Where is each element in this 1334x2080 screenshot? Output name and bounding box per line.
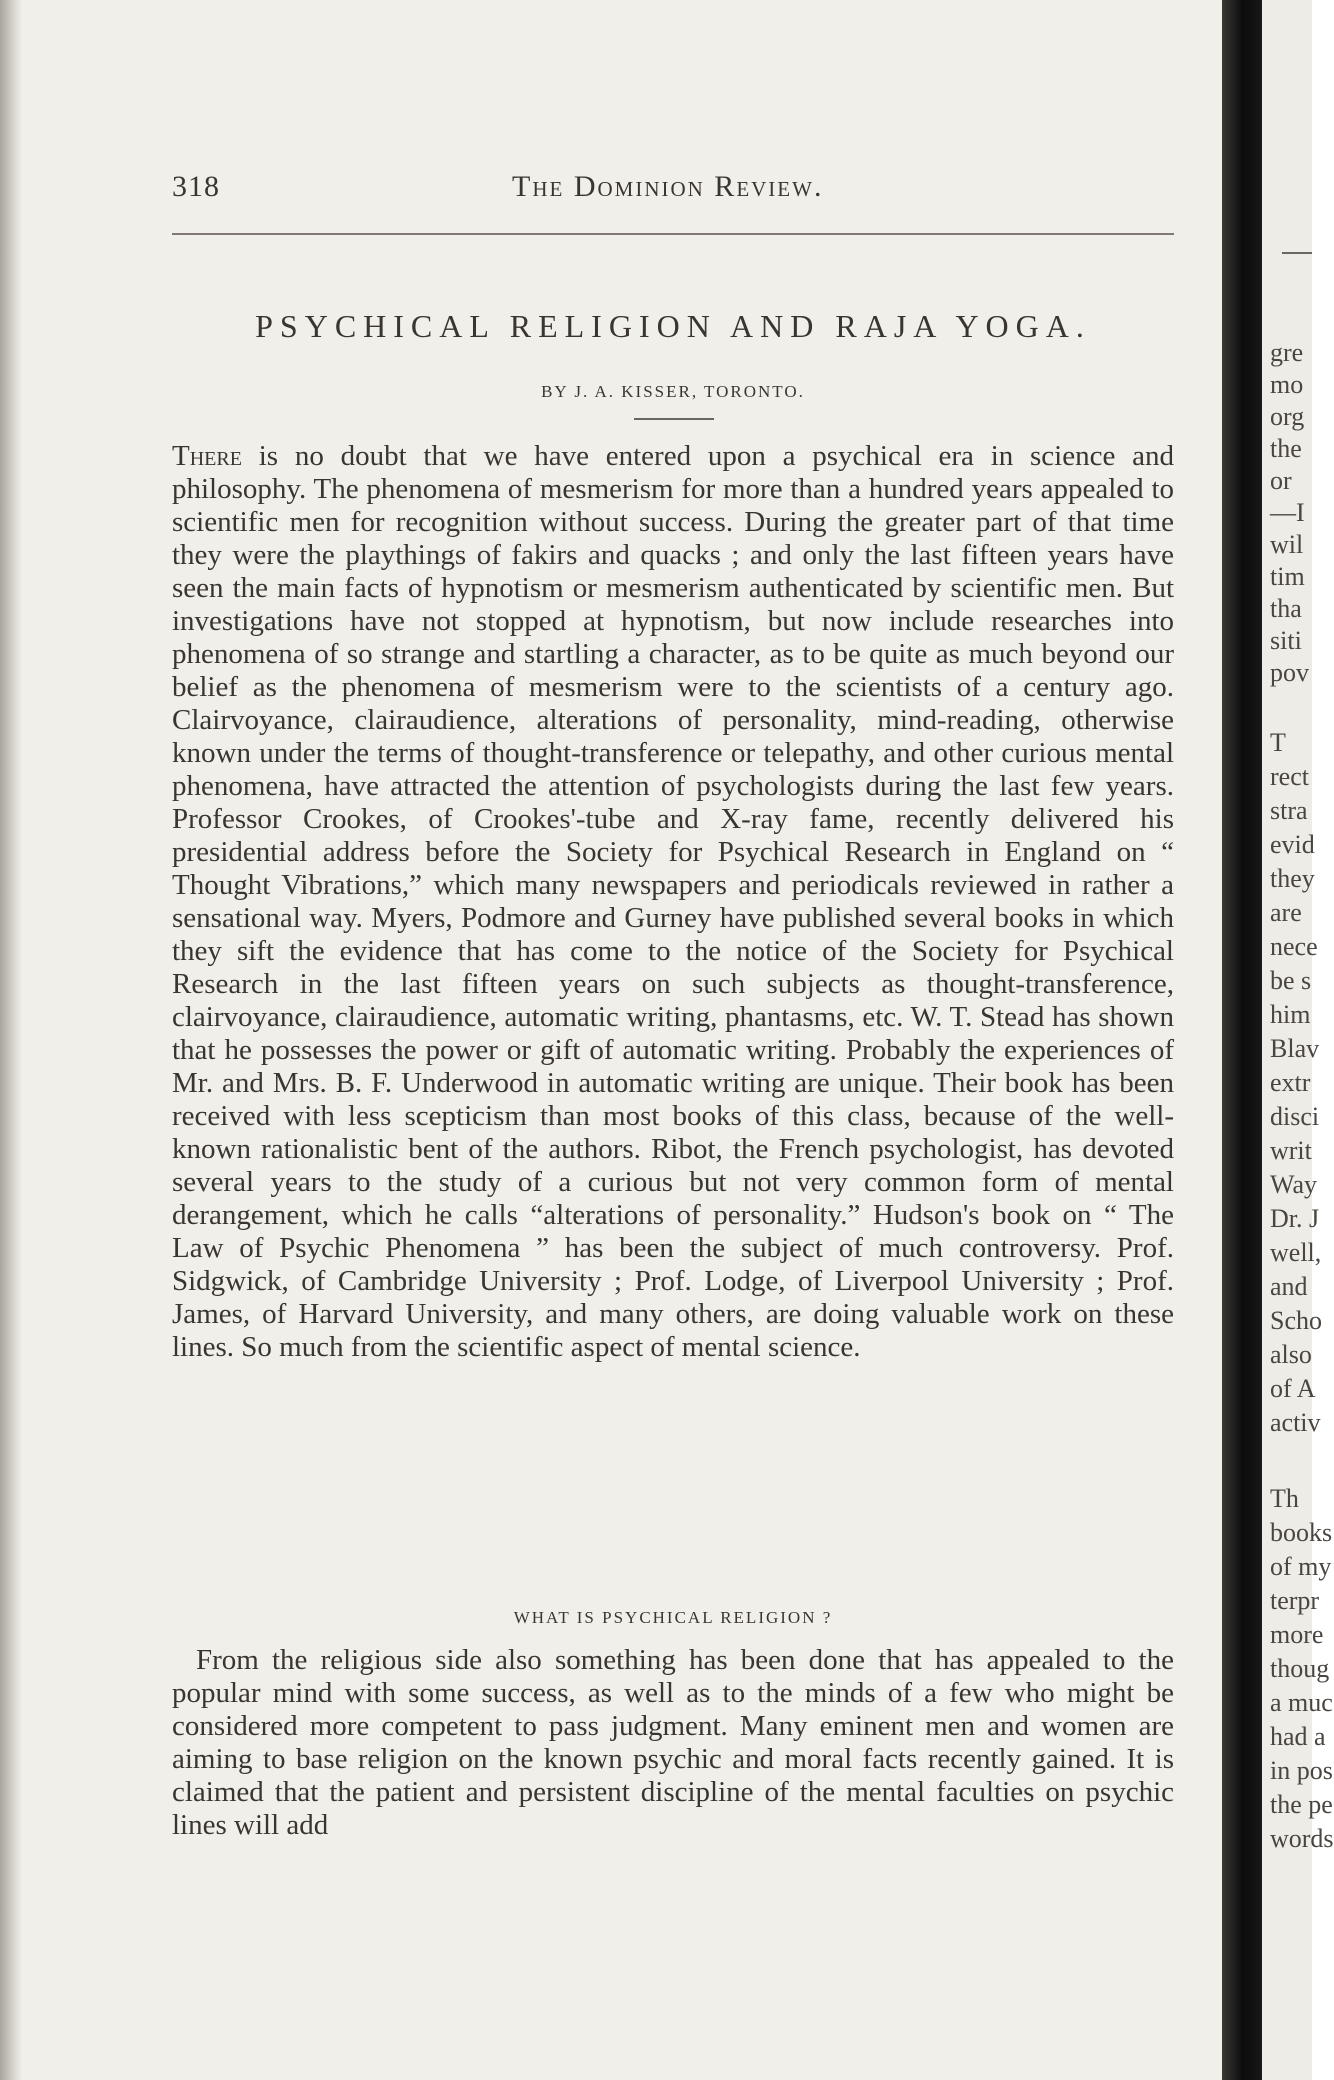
- facing-page-fragment: more: [1270, 1620, 1324, 1649]
- facing-page-edge: [1262, 0, 1334, 2080]
- paragraph-section: From the religious side also something has been done that has appealed to the popular mind with some success, as well as to the minds of a few who might be considered more competent to pass judgment. Many eminent men and women are aiming to base religion on the known psychic and moral facts recently gained. It is claimed that the patient and persistent discipline of the mental faculties on psychic lines will add: [172, 1644, 1174, 1841]
- facing-page-fragment: are: [1270, 898, 1302, 927]
- facing-page-fragment: mo: [1270, 370, 1304, 399]
- section-heading: WHAT IS PSYCHICAL RELIGION ?: [513, 1608, 833, 1627]
- facing-page-fragment: evid: [1270, 830, 1315, 859]
- facing-page-fragment: writ: [1270, 1136, 1312, 1165]
- facing-page-fragment: also: [1270, 1340, 1312, 1369]
- facing-page-fragment: stra: [1270, 796, 1308, 825]
- facing-page-fragment: words: [1270, 1824, 1334, 1853]
- facing-page-fragment: Scho: [1270, 1306, 1322, 1335]
- header-rule: [172, 233, 1174, 235]
- facing-page-fragment: of A: [1270, 1374, 1316, 1403]
- facing-page-fragment: rect: [1270, 762, 1309, 791]
- journal-title: The Dominion Review.: [512, 170, 824, 203]
- facing-page-fragment: the: [1270, 434, 1302, 463]
- facing-page-fragment: tha: [1270, 594, 1302, 623]
- facing-page-fragment: Dr. J: [1270, 1204, 1320, 1233]
- facing-page-fragment: him: [1270, 1000, 1311, 1029]
- facing-page-fragment: pov: [1270, 658, 1309, 687]
- page-edge-shadow: [0, 0, 22, 2080]
- facing-page-fragment: terpr: [1270, 1586, 1320, 1615]
- facing-page-fragment: extr: [1270, 1068, 1311, 1097]
- facing-page-fragment: in pos: [1270, 1756, 1333, 1785]
- facing-page-fragment: tim: [1270, 562, 1305, 591]
- article-byline: BY J. A. KISSER, TORONTO.: [541, 382, 805, 401]
- facing-page-fragment: of my: [1270, 1552, 1332, 1581]
- facing-page-fragment: well,: [1270, 1238, 1322, 1267]
- facing-page-fragment: disci: [1270, 1102, 1320, 1131]
- facing-page-fragment: they: [1270, 864, 1315, 893]
- article-body-section: [172, 1644, 1174, 1842]
- facing-page-fragment: Blav: [1270, 1034, 1320, 1063]
- facing-page-fragment: activ: [1270, 1408, 1321, 1437]
- lead-word: There: [172, 440, 242, 472]
- facing-page-fragment: wil: [1270, 530, 1304, 559]
- facing-page-fragment: or: [1270, 466, 1292, 495]
- facing-page-fragment: gre: [1270, 338, 1304, 367]
- facing-page-fragment: org: [1270, 402, 1305, 431]
- running-head: [172, 170, 1182, 210]
- facing-page-rule: [1282, 252, 1312, 254]
- facing-page-fragment: the pe: [1270, 1790, 1333, 1819]
- byline-rule: [634, 418, 714, 420]
- facing-page-fragment: T: [1270, 728, 1286, 757]
- facing-page-fragment: —I: [1270, 498, 1305, 527]
- facing-page-fragment: had a: [1270, 1722, 1326, 1751]
- paragraph-intro: [172, 440, 1174, 1364]
- paragraph-intro-text: is no doubt that we have entered upon a psychical era in science and philosophy. The phenomena of mesmerism for more than a hundred years appealed to scientific men for recognition without success. During the greater part of that time they were the playthings of fakirs and quacks ; and only the last fifteen years have seen the main facts of hypnotism or mesmerism authenticated by scientific men. But investigations have not stopped at hypnotism, but now include researches into phenomena of so strange and startling a character, as to be quite as much beyond our belief as the phenomena of mesmerism were to the scientists of a century ago. Clairvoyance, clairaudience, alterations of personality, mind-reading, otherwise known under the terms of thought-transference or telepathy, and other curious mental phenomena, have attracted the attention of psychologists during the last few years. Professor Crookes, of Crookes'-tube and X-ray fame, recently delivered his presidential address before the Society for Psychical Research in England on “ Thought Vibrations,” which many newspapers and periodicals reviewed in rather a sensational way. Myers, Podmore and Gurney have published several books in which they sift the evidence that has come to the notice of the Society for Psychical Research in the last fifteen years on such subjects as thought-transference, clairvoyance, clairaudience, automatic writing, phantasms, etc. W. T. Stead has shown that he possesses the power or gift of automatic writing. Probably the experiences of Mr. and Mrs. B. F. Underwood in automatic writing are unique. Their book has been received with less scepticism than most books of this class, because of the well-known rationalistic bent of the authors. Ribot, the French psychologist, has devoted several years to the study of a curious but not very common form of mental derangement, which he calls “alterations of personality.” Hudson's book on “ The Law of Psychic Phenomena ” has been the subject of much controversy. Prof. Sidgwick, of Cambridge University ; Prof. Lodge, of Liverpool University ; Prof. James, of Harvard University, and many others, are doing valuable work on these lines. So much from the scientific aspect of mental science.: [172, 440, 1174, 1363]
- facing-page-fragment: be s: [1270, 966, 1312, 995]
- facing-page-fragment: books: [1270, 1518, 1333, 1547]
- article-title: PSYCHICAL RELIGION AND RAJA YOGA.: [255, 308, 1091, 344]
- facing-page-fragment: a muc: [1270, 1688, 1333, 1717]
- facing-page-fragment: siti: [1270, 626, 1302, 655]
- facing-page-fragment: thoug: [1270, 1654, 1330, 1683]
- facing-page-fragment: nece: [1270, 932, 1318, 961]
- facing-page-fragment: Way: [1270, 1170, 1317, 1199]
- page-number: 318: [172, 170, 220, 203]
- facing-page-fragment: and: [1270, 1272, 1308, 1301]
- facing-page-fragment: Th: [1270, 1484, 1299, 1513]
- article-body-intro: [172, 440, 1174, 1364]
